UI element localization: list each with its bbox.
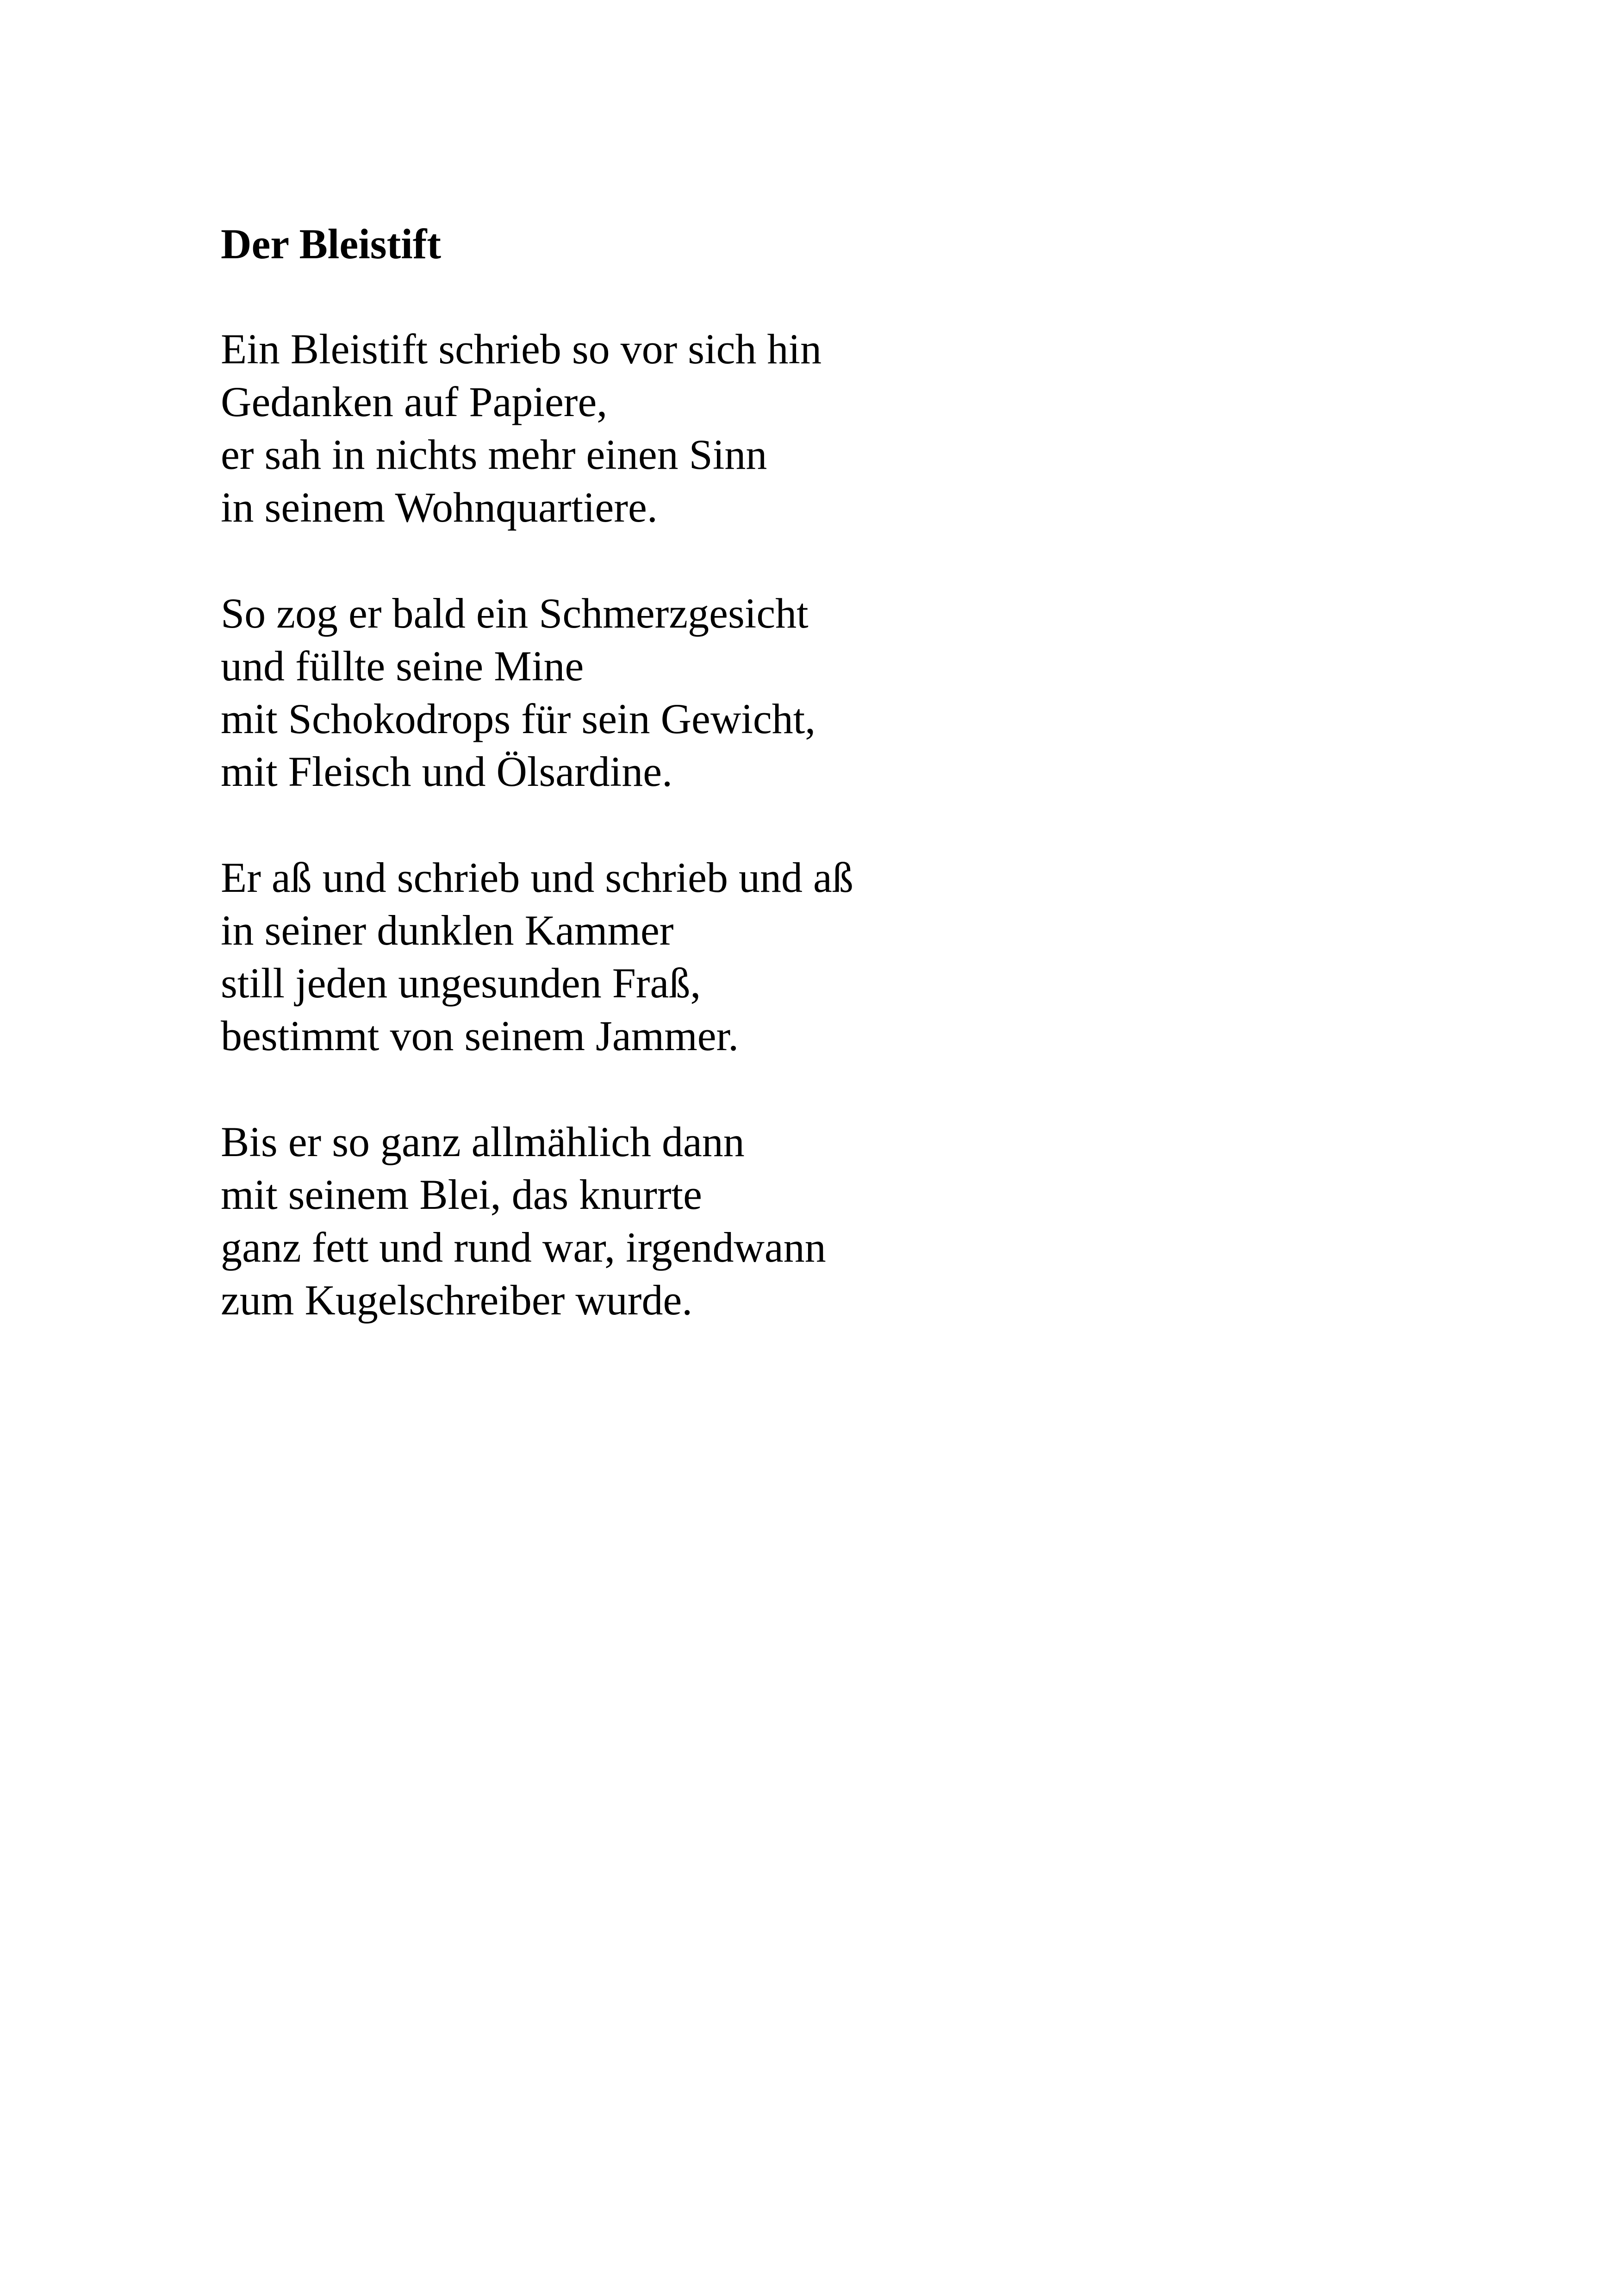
poem (221, 218, 1424, 1380)
stanza-4 (221, 1115, 1424, 1326)
poem-line: ganz fett und rund war, irgendwann (221, 1224, 826, 1271)
poem-line: mit Fleisch und Ölsardine. (221, 748, 673, 795)
poem-line: Er aß und schrieb und schrieb und aß (221, 854, 853, 901)
poem-title: Der Bleistift (221, 220, 442, 268)
poem-line: Bis er so ganz allmählich dann (221, 1118, 745, 1165)
poem-line: So zog er bald ein Schmerzgesicht (221, 590, 809, 637)
poem-line: in seiner dunklen Kammer (221, 907, 674, 954)
poem-line: mit Schokodrops für sein Gewicht, (221, 695, 816, 742)
poem-line: bestimmt von seinem Jammer. (221, 1012, 739, 1059)
poem-line: Ein Bleistift schrieb so vor sich hin (221, 325, 822, 373)
stanza-2 (221, 587, 1424, 798)
poem-line: mit seinem Blei, das knurrte (221, 1171, 702, 1218)
stanza-1 (221, 323, 1424, 534)
poem-line: und füllte seine Mine (221, 642, 584, 690)
poem-line: Gedanken auf Papiere, (221, 378, 608, 425)
poem-line: still jeden ungesunden Fraß, (221, 959, 701, 1007)
poem-line: zum Kugelschreiber wurde. (221, 1276, 693, 1324)
stanza-3 (221, 851, 1424, 1062)
poem-line: er sah in nichts mehr einen Sinn (221, 431, 767, 478)
poem-line: in seinem Wohnquartiere. (221, 484, 658, 531)
